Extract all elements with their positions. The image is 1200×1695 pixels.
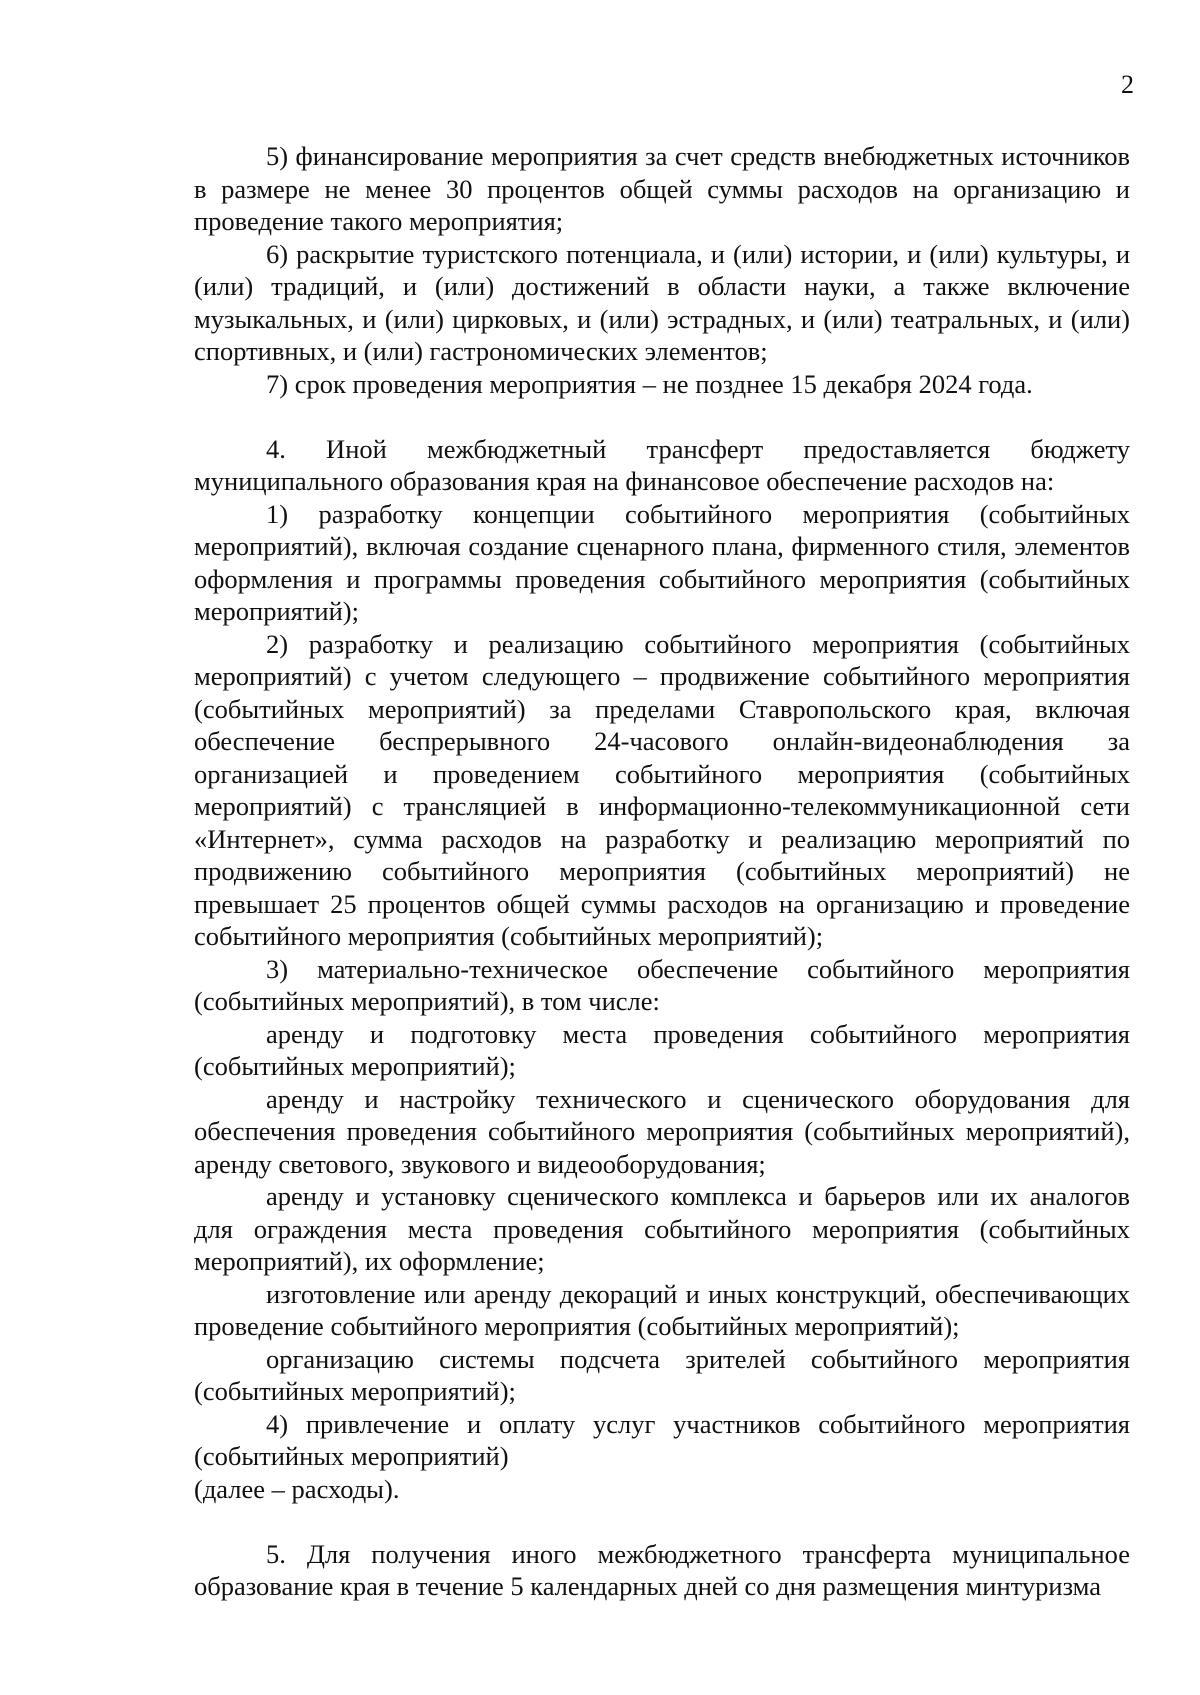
- section-4-item-3-counting: организацию системы подсчета зрителей событийного мероприятия (событийных мероприятий);: [194, 1343, 1130, 1406]
- section-4-footer: (далее – расходы).: [194, 1473, 400, 1504]
- paragraph-item-7-deadline: 7) срок проведения мероприятия – не позднее 15 декабря 2024 года.: [266, 368, 1033, 399]
- section-4-item-3-decorations: изготовление или аренду декораций и иных конструкций, обеспечивающих проведение событийного мероприятия (событийных мероприятий);: [194, 1278, 1130, 1341]
- section-4-item-3-equipment: аренду и настройку технического и сценического оборудования для обеспечения проведения событийного мероприятия (событийных мероприятий), аренду светового, звукового и видеооборудования;: [194, 1083, 1130, 1179]
- section-4-item-3-stage: аренду и установку сценического комплекса и барьеров или их аналогов для ограждения места проведения событийного мероприятия (событийных мероприятий), их оформление;: [194, 1181, 1130, 1276]
- section-4-item-3: 3) материально-техническое обеспечение событийного мероприятия (событийных мероприятий), в том числе:: [194, 953, 1130, 1016]
- paragraph-item-5-financing: 5) финансирование мероприятия за счет средств внебюджетных источников в размере не менее 30 процентов общей суммы расходов на организацию и проведение такого мероприятия;: [194, 141, 1130, 236]
- section-4-item-3-venue: аренду и подготовку места проведения событийного мероприятия (событийных мероприятий);: [194, 1018, 1130, 1081]
- section-4-intro: 4. Иной межбюджетный трансферт предоставляется бюджету муниципального образования края на финансовое обеспечение расходов на:: [194, 433, 1130, 496]
- section-5-intro: 5. Для получения иного межбюджетного трансферта муниципальное образование края в течение 5 календарных дней со дня размещения минтуризма: [194, 1538, 1130, 1601]
- section-4-item-4: 4) привлечение и оплату услуг участников событийного мероприятия (событийных мероприятий): [194, 1408, 1130, 1471]
- section-4-item-2: 2) разработку и реализацию событийного мероприятия (событийных мероприятий) с учетом следующего – продвижение событийного мероприятия (событийных мероприятий) за пределами Ставропольского края, включая обеспечение беспрерывного 24-часового онлайн-видеонаблюдения за организацией и проведением событийного мероприятия (событийных мероприятий) с трансляцией в информационно-телекоммуникационной сети «Интернет», сумма расходов на разработку и реализацию мероприятий по продвижению событийного мероприятия (событийных мероприятий) не превышает 25 процентов общей суммы расходов на организацию и проведение событийного мероприятия (событийных мероприятий);: [194, 628, 1130, 951]
- section-4-item-1: 1) разработку концепции событийного мероприятия (событийных мероприятий), включая создание сценарного плана, фирменного стиля, элементов оформления и программы проведения событийного мероприятия (событийных мероприятий);: [194, 498, 1130, 626]
- paragraph-gap: [194, 1505, 1130, 1538]
- document-body: [194, 140, 1130, 1603]
- paragraph-gap: [194, 400, 1130, 433]
- paragraph-item-6-tourism-potential: 6) раскрытие туристского потенциала, и (или) истории, и (или) культуры, и (или) традиций, и (или) достижений в области науки, а также включение музыкальных, и (или) цирковых, и (или) эстрадных, и (или) театральных, и (или) спортивных, и (или) гастрономических элементов;: [194, 238, 1130, 366]
- page-number: 2: [1121, 70, 1134, 99]
